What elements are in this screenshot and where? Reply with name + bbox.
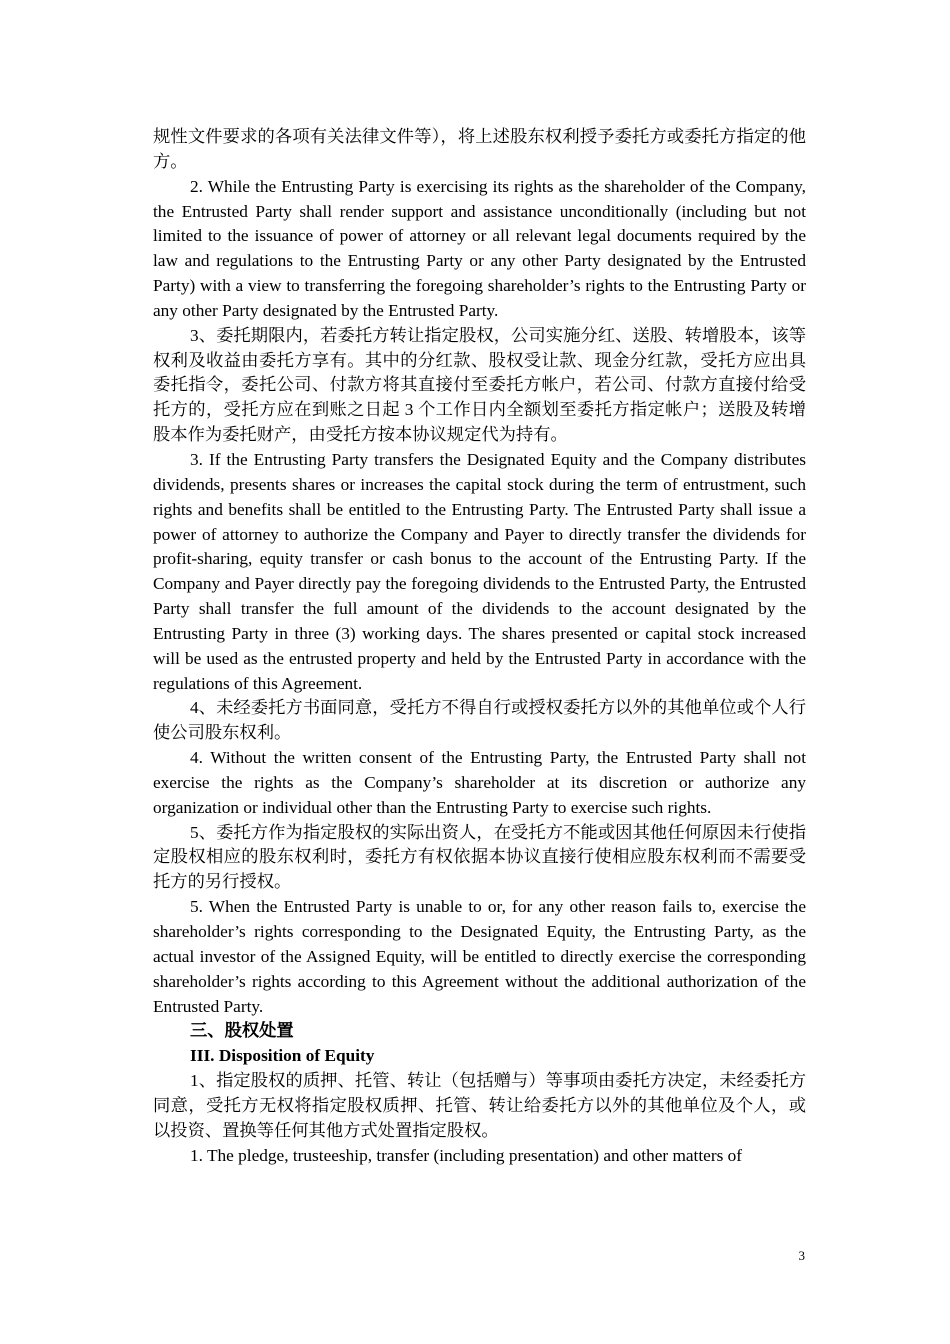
paragraph-continuation-zh: 规性文件要求的各项有关法律文件等），将上述股东权利授予委托方或委托方指定的他方。	[153, 127, 806, 171]
section-heading-en: III. Disposition of Equity	[190, 1046, 375, 1066]
paragraph-3-en: 3. If the Entrusting Party transfers the Designated Equity and the Company distributes dividends, presents shares or increases the capital stock during the term of entrustment, such rights and benefits shall be entitled to the Entrusting Party. The Entrusted Party shall issue a power of attorney to authorize the Company and Payer to directly transfer the dividends for profit-sharing, equity transfer or cash bonus to the account of the Entrusting Party. If the Company and Payer directly pay the foregoing dividends to the Entrusted Party, the Entrusted Party shall transfer the full amount of the dividends to the account designated by the Entrusting Party in three (3) working days. The shares presented or capital stock increased will be used as the entrusted property and held by the Entrusted Party in accordance with the regulations of this Agreement.	[153, 449, 806, 693]
page-number: 3	[798, 1248, 805, 1263]
paragraph-section3-1-en: 1. The pledge, trusteeship, transfer (including presentation) and other matters of	[190, 1145, 743, 1165]
section-heading-zh: 三、股权处置	[190, 1021, 294, 1041]
paragraph-section3-1-zh: 1、指定股权的质押、托管、转让（包括赠与）等事项由委托方决定，未经委托方同意，受托方无权将指定股权质押、托管、转让给委托方以外的其他单位及个人，或以投资、置换等任何其他方式处置指定股权。	[153, 1071, 806, 1140]
document-body	[153, 125, 806, 1168]
paragraph-2-en: 2. While the Entrusting Party is exercising its rights as the shareholder of the Company, the Entrusted Party shall render support and assistance unconditionally (including but not limited to the issuance of power of attorney or all relevant legal documents required by the law and regulations to the Entrusting Party or any other Party designated by the Entrusted Party) with a view to transferring the foregoing shareholder’s rights to the Entrusting Party or any other Party designated by the Entrusted Party.	[153, 176, 806, 320]
paragraph-4-en: 4. Without the written consent of the Entrusting Party, the Entrusted Party shall not exercise the rights as the Company’s shareholder at its discretion or authorize any organization or individual other than the Entrusting Party to exercise such rights.	[153, 748, 806, 817]
paragraph-5-zh: 5、委托方作为指定股权的实际出资人，在受托方不能或因其他任何原因未行使指定股权相应的股东权利时，委托方有权依据本协议直接行使相应股东权利而不需要受托方的另行授权。	[153, 822, 806, 892]
paragraph-5-en: 5. When the Entrusted Party is unable to or, for any other reason fails to, exercise the shareholder’s rights corresponding to the Designated Equity, the Entrusting Party, as the actual investor of the Assigned Equity, will be entitled to directly exercise the corresponding shareholder’s rights according to this Agreement without the additional authorization of the Entrusted Party.	[153, 897, 806, 1016]
paragraph-4-zh: 4、未经委托方书面同意，受托方不得自行或授权委托方以外的其他单位或个人行使公司股东权利。	[153, 698, 806, 743]
paragraph-3-zh: 3、委托期限内，若委托方转让指定股权，公司实施分红、送股、转增股本，该等权利及收益由委托方享有。其中的分红款、股权受让款、现金分红款，受托方应出具委托指令，委托公司、付款方将其直接付至委托方帐户，若公司、付款方直接付给受托方的，受托方应在到账之日起 3 个工作日内全额划至委托方指定帐户；送股及转增股本作为委托财产，由受托方按本协议规定代为持有。	[153, 325, 806, 445]
